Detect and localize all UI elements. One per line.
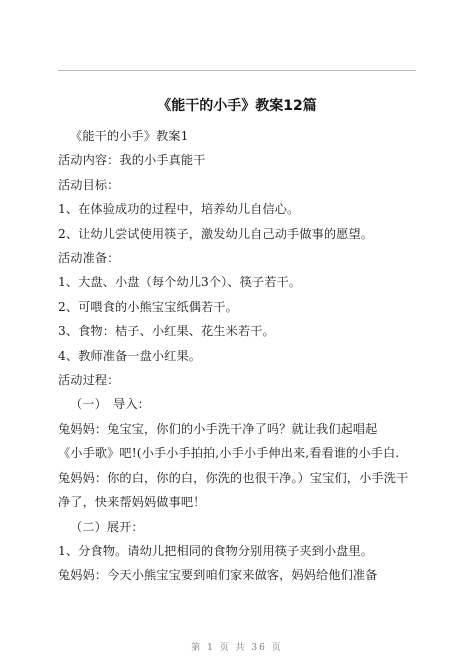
header-divider [58, 70, 416, 71]
page-number-footer: 第 1 页 共 36 页 [191, 643, 283, 653]
paragraph-prep-3: 3、食物：桔子、小红果、花生米若干。 [58, 324, 275, 339]
paragraph-dialogue-5: 兔妈妈：今天小熊宝宝要到咱们家来做客，妈妈给他们准备 [58, 568, 378, 583]
paragraph-dialogue-2: 《小手歌》吧!(小手小手拍拍,小手小手伸出来,看看谁的小手白. [58, 446, 400, 461]
paragraph-dialogue-3: 兔妈妈：你的白，你的白，你洗的也很干净。）宝宝们，小手洗干 [58, 470, 409, 485]
paragraph-goal-2: 2、让幼儿尝试使用筷子，激发幼儿自己动手做事的愿望。 [58, 226, 374, 241]
document-body [58, 124, 418, 588]
paragraph-section-2-heading: （二）展开： [70, 519, 144, 534]
paragraph-step-1: 1、分食物。请幼儿把相同的食物分别用筷子夹到小盘里。 [58, 543, 374, 558]
paragraph-process-heading: 活动过程： [58, 373, 120, 388]
paragraph-lesson-heading: 《能干的小手》教案1 [70, 129, 189, 143]
paragraph-prep-1: 1、大盘、小盘（每个幼儿3个）、筷子若干。 [58, 275, 302, 290]
paragraph-section-1-heading: （一） 导入： [70, 397, 150, 412]
paragraph-prep-2: 2、可喂食的小熊宝宝纸偶若干。 [58, 299, 238, 314]
paragraph-prep-heading: 活动准备： [58, 251, 120, 266]
paragraph-dialogue-4: 净了，快来帮妈妈做事吧！ [58, 495, 206, 510]
paragraph-prep-4: 4、教师准备一盘小红果。 [58, 348, 202, 363]
paragraph-activity-content: 活动内容：我的小手真能干 [58, 153, 206, 168]
paragraph-goal-1: 1、在体验成功的过程中，培养幼儿自信心。 [58, 202, 300, 217]
paragraph-goals-heading: 活动目标： [58, 177, 120, 192]
paragraph-dialogue-1: 兔妈妈：兔宝宝，你们的小手洗干净了吗？就让我们起唱起 [58, 421, 378, 436]
document-title: 《能干的小手》教案12篇 [157, 98, 317, 114]
